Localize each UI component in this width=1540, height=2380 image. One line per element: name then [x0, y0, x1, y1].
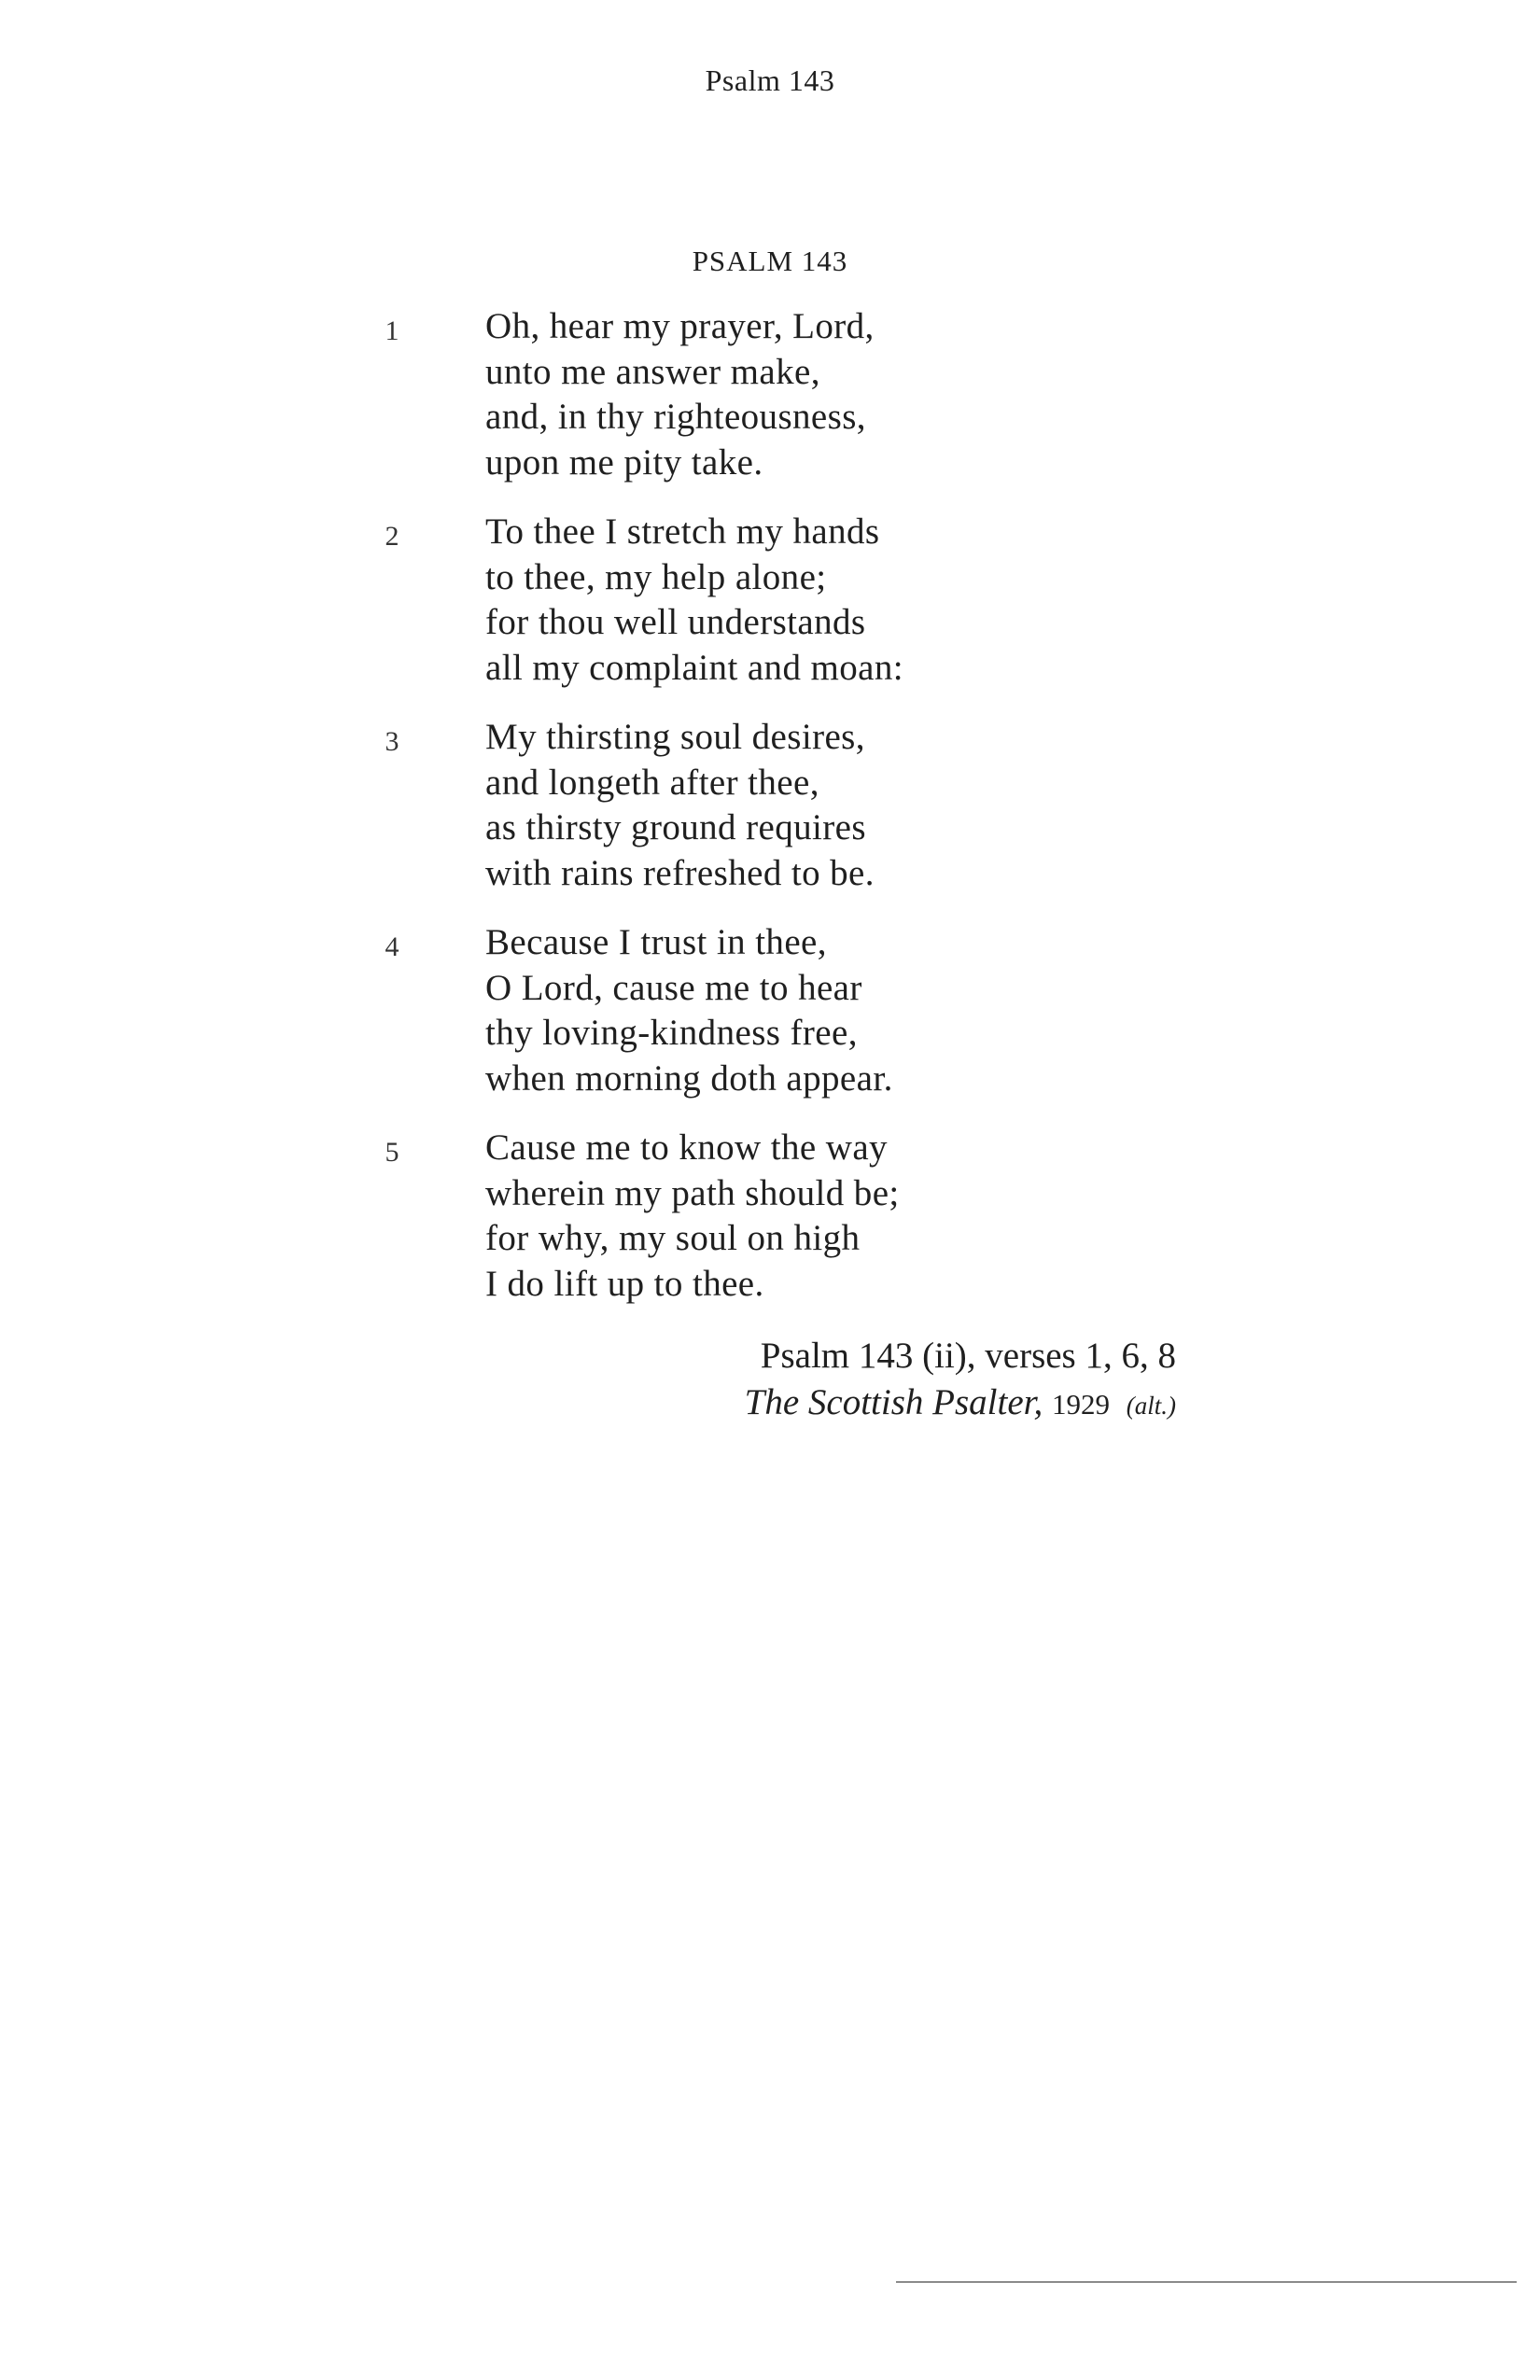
verse-2	[0, 510, 1540, 715]
verse-line: thy loving-kindness free,	[485, 1013, 858, 1053]
verse-line: To thee I stretch my hands	[485, 511, 880, 552]
verse-line: I do lift up to thee.	[485, 1263, 764, 1304]
psalm-heading: PSALM 143	[692, 245, 848, 277]
verse-number: 2	[385, 521, 399, 552]
attribution-reference: Psalm 143 (ii), verses 1, 6, 8	[760, 1336, 1176, 1376]
verse-line: with rains refreshed to be.	[485, 852, 875, 893]
attribution-note: (alt.)	[1126, 1392, 1176, 1420]
verse-line: when morning doth appear.	[485, 1057, 893, 1099]
verse-number: 1	[385, 315, 399, 346]
verse-line: unto me answer make,	[485, 351, 820, 392]
verse-number: 5	[385, 1137, 399, 1168]
verse-lines	[485, 510, 903, 691]
verse-line: upon me pity take.	[485, 441, 763, 483]
verse-lines	[485, 920, 893, 1101]
verse-number: 4	[385, 931, 399, 962]
verse-lines	[485, 715, 875, 896]
verse-line: and, in thy righteousness,	[485, 397, 866, 437]
verse-3	[0, 715, 1540, 920]
verse-line: Cause me to know the way	[485, 1127, 888, 1168]
verse-line: to thee, my help alone;	[485, 556, 827, 597]
verse-line: as thirsty ground requires	[485, 807, 866, 847]
verse-line: and longeth after thee,	[485, 762, 819, 803]
verse-line: for thou well understands	[485, 602, 866, 642]
attribution	[653, 1333, 1176, 1429]
attribution-source-line	[653, 1379, 1176, 1429]
verse-line: O Lord, cause me to hear	[485, 967, 862, 1008]
verse-lines	[485, 1126, 900, 1307]
verse-line: for why, my soul on high	[485, 1218, 861, 1258]
bottom-rule	[896, 2281, 1517, 2283]
attribution-year: 1929	[1052, 1388, 1110, 1421]
verse-line: wherein my path should be;	[485, 1172, 900, 1213]
verse-number: 3	[385, 726, 399, 757]
verse-5	[0, 1126, 1540, 1331]
verse-line: Oh, hear my prayer, Lord,	[485, 306, 875, 346]
verse-line: all my complaint and moan:	[485, 647, 903, 688]
verses	[0, 304, 1540, 1331]
verse-1	[0, 304, 1540, 510]
verse-lines	[485, 304, 875, 485]
verse-line: Because I trust in thee,	[485, 922, 827, 962]
attribution-source: The Scottish Psalter,	[744, 1382, 1043, 1422]
verse-line: My thirsting soul desires,	[485, 717, 865, 757]
verse-4	[0, 920, 1540, 1126]
running-head: Psalm 143	[705, 63, 835, 97]
